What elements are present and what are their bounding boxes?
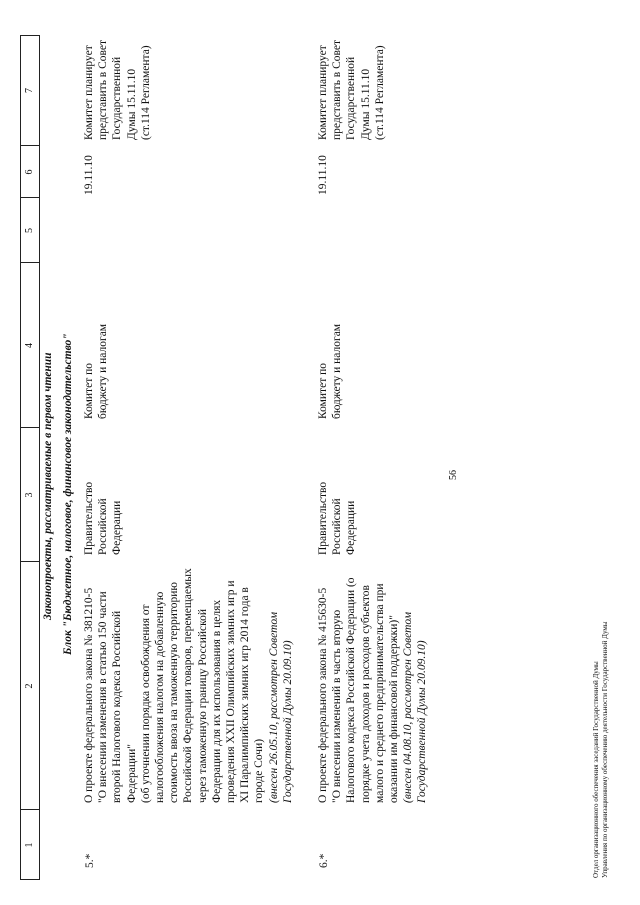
initiator-line: Федерации bbox=[111, 500, 124, 555]
status-line: Думы 15.11.10 bbox=[125, 68, 138, 140]
initiator-line: Российской bbox=[97, 498, 110, 555]
row-number: 5.* bbox=[84, 853, 96, 868]
title-line: Налогового кодекса Российской Федерации (о bbox=[345, 577, 358, 803]
initiator-line: Российской bbox=[331, 498, 344, 555]
column-header-2: 2 bbox=[24, 683, 35, 689]
status-line: (ст.114 Регламента) bbox=[373, 45, 386, 140]
footer-line: Управления по организационному обеспечению деятельности Государственной Думы bbox=[601, 621, 609, 878]
column-header-5: 5 bbox=[24, 228, 35, 233]
title-line: Российской Федерации товаров, перемещаемых bbox=[182, 568, 195, 803]
title-line: Федерации для их использования в целях bbox=[210, 599, 223, 803]
bill-description bbox=[316, 543, 430, 803]
title-line: налогообложения налогом на добавленную bbox=[154, 591, 167, 803]
title-line: проведения XXII Олимпийских зимних игр и bbox=[225, 580, 238, 803]
status-line: представить в Совет bbox=[97, 39, 110, 140]
section-title: Законопроекты, рассматриваемые в первом чтении bbox=[42, 352, 54, 620]
note-line: Государственной Думы 20.09.10) bbox=[416, 640, 429, 803]
date: 19.11.10 bbox=[83, 155, 95, 195]
title-line: второй Налогового кодекса Российской bbox=[111, 610, 124, 803]
title-line: "О внесении изменений в часть вторую bbox=[331, 609, 344, 803]
responsible-committee bbox=[316, 324, 344, 419]
column-header-1: 1 bbox=[24, 842, 35, 848]
title-line: (об уточнении порядка освобождения от bbox=[139, 604, 152, 803]
status-line: Комитет планирует bbox=[317, 45, 329, 140]
bill-description bbox=[82, 543, 295, 803]
title-line: городе Сочи) bbox=[253, 738, 266, 803]
column-header-4: 4 bbox=[24, 343, 35, 348]
footer-line: Отдел организационного обеспечения заседаний Государственной Думы bbox=[592, 661, 600, 878]
initiator-line: Правительство bbox=[317, 481, 329, 555]
title-line: малого и среднего предпринимательства при bbox=[373, 583, 386, 803]
initiator-line: Федерации bbox=[345, 500, 358, 555]
status bbox=[316, 40, 387, 140]
title-line: оказании им финансовой поддержки)" bbox=[388, 615, 401, 803]
column-header-row bbox=[20, 35, 40, 880]
committee-line: бюджету и налогам bbox=[331, 323, 344, 419]
row-number: 6.* bbox=[318, 853, 330, 868]
status-line: (ст.114 Регламента) bbox=[139, 45, 152, 140]
committee-line: Комитет по bbox=[83, 363, 95, 419]
committee-line: Комитет по bbox=[317, 363, 329, 419]
rotated-content bbox=[20, 35, 620, 880]
date: 19.11.10 bbox=[317, 155, 329, 195]
responsible-committee bbox=[82, 324, 110, 419]
initiator bbox=[316, 482, 359, 555]
status-line: Государственной bbox=[111, 56, 124, 140]
title-line: Федерации" bbox=[125, 743, 138, 803]
note-line: (внесен 04.08.10, рассмотрен Советом bbox=[402, 611, 415, 803]
note-line: (внесен 26.05.10, рассмотрен Советом bbox=[267, 611, 280, 803]
status-line: Думы 15.11.10 bbox=[359, 68, 372, 140]
column-header-7: 7 bbox=[24, 88, 35, 93]
block-title: Блок "Бюджетное, налоговое, финансовое законодательство" bbox=[62, 333, 74, 655]
title-line: через таможенную границу Российской bbox=[196, 608, 209, 803]
title-line: "О внесении изменения в статью 150 части bbox=[97, 591, 110, 803]
initiator-line: Правительство bbox=[83, 481, 95, 555]
status-line: Государственной bbox=[345, 56, 358, 140]
status-line: представить в Совет bbox=[331, 39, 344, 140]
footer bbox=[592, 622, 610, 878]
title-line: порядке учета доходов и расходов субъектов bbox=[359, 585, 372, 803]
status-line: Комитет планирует bbox=[83, 45, 95, 140]
initiator bbox=[82, 482, 125, 555]
committee-line: бюджету и налогам bbox=[97, 323, 110, 419]
status bbox=[82, 40, 153, 140]
column-header-3: 3 bbox=[24, 492, 35, 498]
note-line: Государственной Думы 20.09.10) bbox=[281, 640, 294, 803]
title-line: О проекте федерального закона № 381210-5 bbox=[83, 587, 95, 803]
title-line: стоимость ввоза на таможенную территорию bbox=[168, 582, 181, 803]
column-header-6: 6 bbox=[24, 169, 35, 175]
page-number: 56 bbox=[448, 470, 459, 480]
title-line: XI Паралимпийских зимних игр 2014 года в bbox=[239, 587, 252, 803]
title-line: О проекте федерального закона № 415630-5 bbox=[317, 587, 329, 803]
